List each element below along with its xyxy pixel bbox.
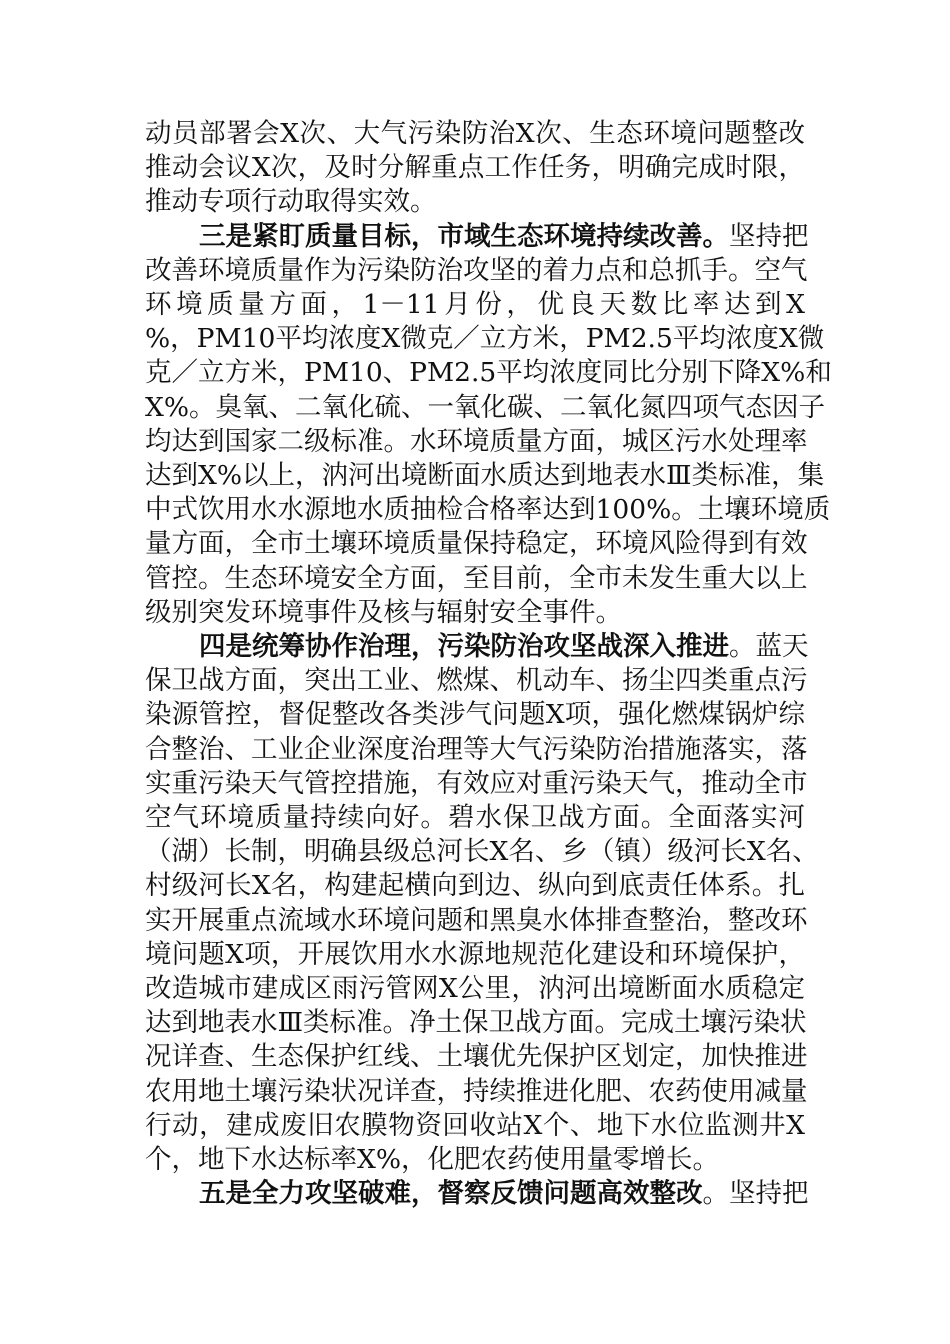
line-text: 。坚持把 (702, 1178, 809, 1210)
line-text: %，PM10平均浓度X微克／立方米，PM2.5平均浓度X微 (145, 323, 825, 355)
line-text: 染源管控，督促整改各类涉气问题X项，强化燃煤锅炉综 (145, 699, 805, 731)
line-text: 克／立方米，PM10、PM2.5平均浓度同比分别下降X%和 (145, 357, 832, 389)
line-text: 改造城市建成区雨污管网X公里，汭河出境断面水质稳定 (145, 973, 805, 1004)
line-text: 实开展重点流域水环境问题和黑臭水体排查整治，整改环 (145, 904, 808, 936)
text-line (145, 835, 819, 869)
paragraph-heading: 三是紧盯质量目标，市域生态环境持续改善。 (199, 220, 729, 252)
text-line (145, 151, 805, 185)
line-text: 推动会议X次，及时分解重点工作任务，明确完成时限， (145, 152, 805, 184)
text-line (145, 664, 808, 698)
line-text: 坚持把 (729, 220, 809, 252)
line-text: 实重污染天气管控措施，有效应对重污染天气，推动全市 (145, 767, 808, 799)
line-text: 合整治、工业企业深度治理等大气污染防治措施落实，落 (145, 733, 808, 765)
line-text: 中式饮用水水源地水质抽检合格率达到100%。土壤环境质 (145, 494, 831, 526)
text-line (145, 356, 832, 390)
text-line (145, 185, 805, 219)
line-text: 环境质量方面，1－11月份，优良天数比率达到X (145, 289, 805, 320)
text-line (145, 733, 808, 767)
text-line (145, 698, 805, 732)
text-line (145, 1040, 808, 1074)
text-line (145, 801, 805, 835)
text-line (145, 459, 825, 493)
line-text: 达到地表水Ⅲ类标准。净土保卫战方面。完成土壤污染状 (145, 1007, 807, 1039)
text-line (145, 562, 808, 596)
line-text: 行动，建成废旧农膜物资回收站X个、地下水位监测井X (145, 1109, 805, 1141)
line-text: X%。臭氧、二氧化硫、一氧化碳、二氧化氮四项气态因子 (145, 391, 826, 423)
text-line (145, 767, 808, 801)
text-line (145, 1006, 805, 1040)
line-text: 村级河长X名，构建起横向到边、纵向到底责任体系。扎 (145, 870, 805, 902)
text-line (145, 904, 808, 938)
line-text: 推动专项行动取得实效。 (145, 186, 437, 218)
paragraph-first-line (199, 630, 809, 664)
line-text: 个，地下水达标率X%，化肥农药使用量零增长。 (145, 1144, 720, 1175)
line-text: 空气环境质量持续向好。碧水保卫战方面。全面落实河 (145, 802, 805, 833)
text-line (145, 117, 805, 151)
text-line (145, 972, 805, 1006)
text-line (145, 527, 808, 561)
line-text: 改善环境质量作为污染防治攻坚的着力点和总抓手。空气 (145, 254, 808, 286)
line-text: 达到X%以上，汭河出境断面水质达到地表水Ⅲ类标准，集 (145, 460, 825, 491)
line-text: 级别突发环境事件及核与辐射安全事件。 (145, 596, 622, 628)
text-line (145, 1143, 805, 1177)
line-text: 况详查、生态保护红线、土壤优先保护区划定，加快推进 (145, 1041, 808, 1073)
text-line (145, 1075, 808, 1109)
line-text: 农用地土壤污染状况详查，持续推进化肥、农药使用减量 (145, 1075, 808, 1107)
line-text: 。蓝天 (729, 631, 809, 662)
paragraph-first-line (199, 1177, 809, 1211)
text-line (145, 1109, 805, 1143)
text-line (145, 322, 825, 356)
line-text: 管控。生态环境安全方面，至目前，全市未发生重大以上 (145, 562, 808, 594)
text-line (145, 493, 831, 527)
text-line (145, 425, 808, 459)
line-text: 均达到国家二级标准。水环境质量方面，城区污水处理率 (145, 425, 808, 457)
text-line (145, 254, 808, 288)
line-text: 保卫战方面，突出工业、燃煤、机动车、扬尘四类重点污 (145, 665, 808, 697)
paragraph-heading: 五是全力攻坚破难，督察反馈问题高效整改 (199, 1178, 703, 1210)
line-text: 量方面，全市土壤环境质量保持稳定，环境风险得到有效 (145, 528, 808, 560)
line-text: 动员部署会X次、大气污染防治X次、生态环境问题整改 (145, 118, 805, 149)
paragraph-heading: 四是统筹协作治理，污染防治攻坚战深入推进 (199, 631, 729, 662)
paragraph-first-line (199, 220, 809, 254)
text-line (145, 938, 805, 972)
text-line (145, 869, 805, 903)
text-line (145, 391, 826, 425)
line-text: 境问题X项，开展饮用水水源地规范化建设和环境保护， (145, 938, 805, 970)
line-text: （湖）长制，明确县级总河长X名、乡（镇）级河长X名、 (145, 836, 819, 868)
text-line (145, 288, 805, 322)
text-line (145, 596, 805, 630)
